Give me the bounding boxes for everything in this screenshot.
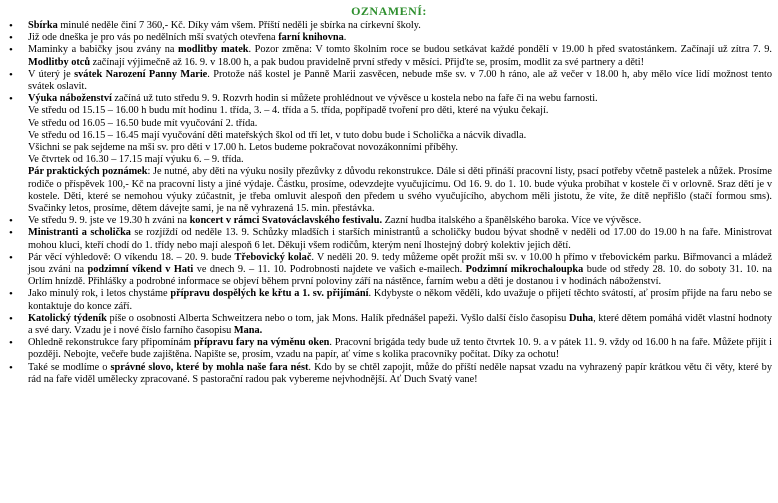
notice-text: . V neděli 20. 9. tedy můžeme opět prožít mši sv. v 10.00 h přímo v třebovickém parku. Biřmovanci a mládež jsou zváni na [28,251,772,276]
notice-highlight: koncert v rámci Svatováclavského festivalu. [189,215,383,227]
notice-text: . Kdybyste o někom věděli, kdo uvažuje o přijetí těchto svátostí, ať prosím přijde na faru nebo se kontaktuje do konce září. [28,288,772,312]
notice-item [6,93,772,215]
notice-text: ve dnech 9. – 11. 10. Podrobnosti najdete ve vašich e-mailech. [193,264,466,276]
notice-text: . Protože náš kostel je Panně Marii zasvěcen, nebude mše sv. v 7.00 h ráno, ale až večer v 18.00 h, aby mělo více lidí možnost tento svátek oslavit. [28,68,772,93]
notice-text: minulé neděle činí 7 360,- Kč. Díky vám všem. Příští neděli je sbírka na církevní školy. [57,20,421,31]
notice-highlight: Mana. [233,325,263,337]
notice-text: Také se modlíme o [28,361,111,373]
notice-item [6,313,772,337]
notice-highlight: podzimní víkend v Hati [87,264,194,276]
notice-text: Zazní hudba italského a španělského baroka. Více ve vývěsce. [382,215,642,227]
notice-highlight: Pár praktických poznámek [28,166,148,178]
notice-item [6,69,772,93]
schedule-line: Ve středu od 15.15 – 16.00 h budu mít hodinu 1. třída, 3. – 4. třída a 5. třída, popřípadě tvoření pro děti, které na výuku čekají. [28,105,549,117]
notice-list [6,20,772,386]
notice-highlight: svátek Narození Panny Marie [74,68,208,80]
notice-highlight: Podzimní mikrochaloupka [465,264,584,276]
schedule-line: Ve čtvrtek od 16.30 – 17.15 mají výuku 6. – 9. třída. [28,154,244,166]
notice-text: Maminky a babičky jsou zvány na [28,44,179,56]
notice-item [6,20,772,32]
notice-text: . Pracovní brigáda tedy bude už tento čtvrtek 10. 9. a v pátek 11. 9. vždy od 16.00 h na faře. Můžete přijít i později. Nebojte, večeře bude zajištěna. Napište se, prosím, vzadu na papír, ať víme s kolika pracovníky počítat. Díky za ochotu! [28,337,772,361]
notice-text: Ve středu 9. 9. jste ve 19.30 h zváni na [28,215,190,227]
notice-item [6,44,772,68]
notice-highlight: farní knihovna [278,32,344,44]
notice-item [6,362,772,386]
notice-item [6,288,772,312]
notice-highlight: modlitby matek [178,44,249,56]
notice-highlight: Duha [569,312,594,324]
notice-text: Pár věcí výhledově: O víkendu 18. – 20. 9. bude [28,251,235,263]
notice-text: bude od středy 28. 10. do soboty 31. 10. na Orlím hnízdě. Přihlášky a podrobné informace se objeví během první poloviny září na nástěnce, farním webu a děti je dostanou i v hodinách náboženství. [28,264,772,288]
schedule-line: Ve středu od 16.05 – 16.50 bude mít vyučování 2. třída. [28,117,258,129]
notice-item [6,227,772,251]
notice-highlight: Sbírka [28,20,58,31]
notice-item [6,32,772,44]
page-title: OZNAMENÍ: [351,4,427,18]
notice-item [6,252,772,289]
practical-notes [28,166,772,215]
notice-text: začínají výjimečně až 16. 9. v 18.00 h, a pak budou pravidelně první středy v měsíci. Přijďte se, prosím, modlit za své partnery a děti! [90,56,645,68]
notice-highlight: přípravu dospělých ke křtu a 1. sv. přijímání [170,288,369,300]
notice-text: . [343,32,347,44]
notice-item [6,215,772,227]
notice-item [6,337,772,361]
notice-text: V úterý je [28,68,75,80]
notice-highlight: Třebovický kolač [234,251,312,263]
notice-text: se rozjíždí od neděle 13. 9. Schůzky mladších i starších ministrantů a scholičky budou bývat shodně v neděli od 17.00 do 19.00 h na faře. Ministrovat mohou kluci, kteří chodí do 1. třídy nebo mají alespoň 6 let. Děkuji všem rodičům, kterým není lhostejný dobrý kolektiv jejich dětí. [28,227,772,251]
notice-text: píše o osobnosti Alberta Schweitzera nebo o tom, jak Mons. Halík přednášel papeži. Vyšlo další číslo časopisu [106,312,570,324]
notice-text: začíná už tuto středu 9. 9. Rozvrh hodin si můžete prohlédnout ve vývěsce u kostela nebo na faře či na webu farnosti. [111,93,598,105]
notice-text: Jako minulý rok, i letos chystáme [28,288,171,300]
notice-text: , které dětem pomáhá vidět vlastní hodnoty a své dary. Vzadu je i nové číslo farního časopisu [28,312,772,337]
schedule-line: Ve středu od 16.15 – 16.45 mají vyučování děti mateřských škol od tří let, v tuto dobu bude i Scholička a nácvik divadla. [28,129,527,141]
notice-text: : Je nutné, aby děti na výuku nosily přezůvky z důvodu rekonstrukce. Dále si děti přináší pracovní listy, psací potřeby včetně pastelek a nůžek. Prosíme rodiče o příspěvek 100,- Kč na pracovní listy a jiné výdaje. Částku, prosíme, odevzdejte vyučujícímu. Od 16. 9. do 1. 10. bude výuka probíhat v kostele či v orlovně. Sraz dětí je v kostele. Děti, které se nemohou výuky zúčastnit, je třeba omluvit alespoň den předem u svého vyučujícího, abychom měli jistotu, že víte, že dítě nepřišlo (stačí formou sms). Svačinky letos, prosíme, dětem dávejte sami, je na ně vyhrazená 15. min. přestávka. [28,166,772,215]
notice-highlight: přípravu fary na výměnu oken [193,337,330,349]
notice-text: . Kdo by se chtěl zapojit, může do příští neděle napsat vzadu na vyhrazený papír krátkou větu či věty, které by rád na faře viděl umělecky zpracované. S pastorační radou pak vybereme nejvhodnější. Ať Duch Svatý vane! [28,361,772,385]
notice-text: . Pozor změna: V tomto školním roce se budou setkávat každé pondělí v 19.00 h před svatostánkem. Začínají už zítra 7. 9. [248,44,773,56]
notice-highlight: Výuka náboženství [28,93,112,105]
notice-text: Již ode dneška je pro vás po nedělních mší svatých otevřena [28,32,279,44]
notice-highlight: Modlitby otců [28,56,91,68]
notice-text: Ohledně rekonstrukce fary připomínám [28,337,194,349]
schedule-line: Všichni se pak sejdeme na mši sv. pro děti v 17.00 h. Letos budeme pokračovat novozákonními příběhy. [28,142,458,154]
notice-highlight: správné slovo, které by mohla naše fara nést [110,361,309,373]
notice-highlight: Ministranti a scholička [28,227,131,239]
notice-highlight: Katolický týdeník [28,312,107,324]
